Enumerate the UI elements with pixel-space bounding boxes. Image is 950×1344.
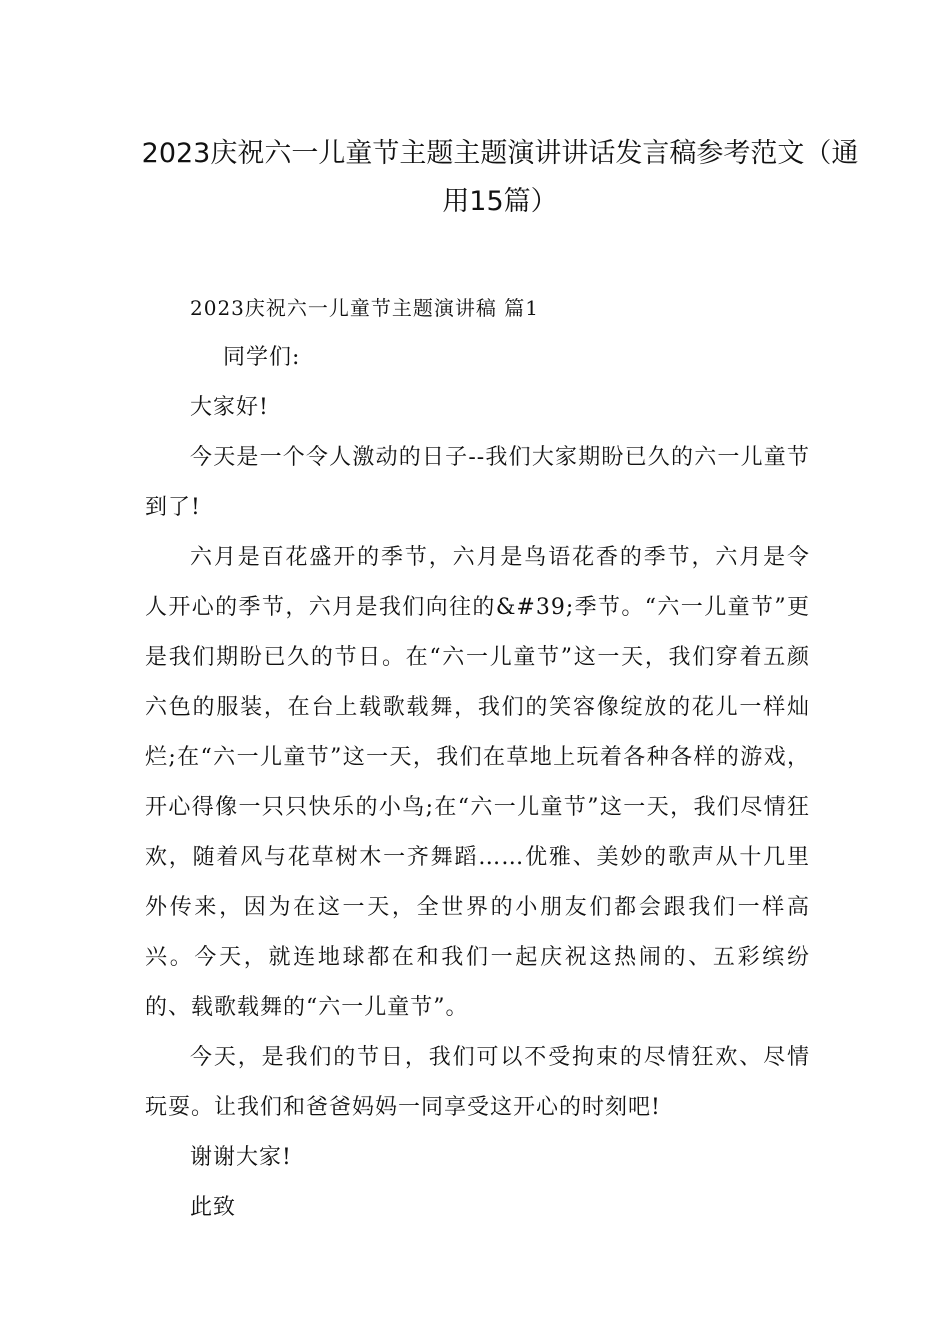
paragraph-festival: 今天，是我们的节日，我们可以不受拘束的尽情狂欢、尽情玩耍。让我们和爸爸妈妈一同享受这开心的时刻吧!: [145, 1045, 810, 1120]
greeting: 大家好!: [190, 395, 269, 420]
document-title: 2023庆祝六一儿童节主题主题演讲讲话发言稿参考范文（通用15篇）: [141, 138, 859, 217]
thanks-line: 谢谢大家!: [190, 1145, 292, 1170]
salutation: 同学们:: [223, 345, 301, 370]
section-heading: 2023庆祝六一儿童节主题演讲稿 篇1: [190, 296, 539, 320]
document-body: [145, 283, 810, 1233]
paragraph-intro: 今天是一个令人激动的日子--我们大家期盼已久的六一儿童节到了!: [145, 445, 810, 520]
closing-line: 此致: [190, 1195, 237, 1220]
paragraph-june: 六月是百花盛开的季节，六月是鸟语花香的季节，六月是令人开心的季节，六月是我们向往的&#39;季节。“六一儿童节”更是我们期盼已久的节日。在“六一儿童节”这一天，我们穿着五颜六色的服装，在台上载歌载舞，我们的笑容像绽放的花儿一样灿烂;在“六一儿童节”这一天，我们在草地上玩着各种各样的游戏，开心得像一只只快乐的小鸟;在“六一儿童节”这一天，我们尽情狂欢，随着风与花草树木一齐舞蹈……优雅、美妙的歌声从十几里外传来，因为在这一天，全世界的小朋友们都会跟我们一样高兴。今天，就连地球都在和我们一起庆祝这热闹的、五彩缤纷的、载歌载舞的“六一儿童节”。: [145, 545, 810, 1020]
